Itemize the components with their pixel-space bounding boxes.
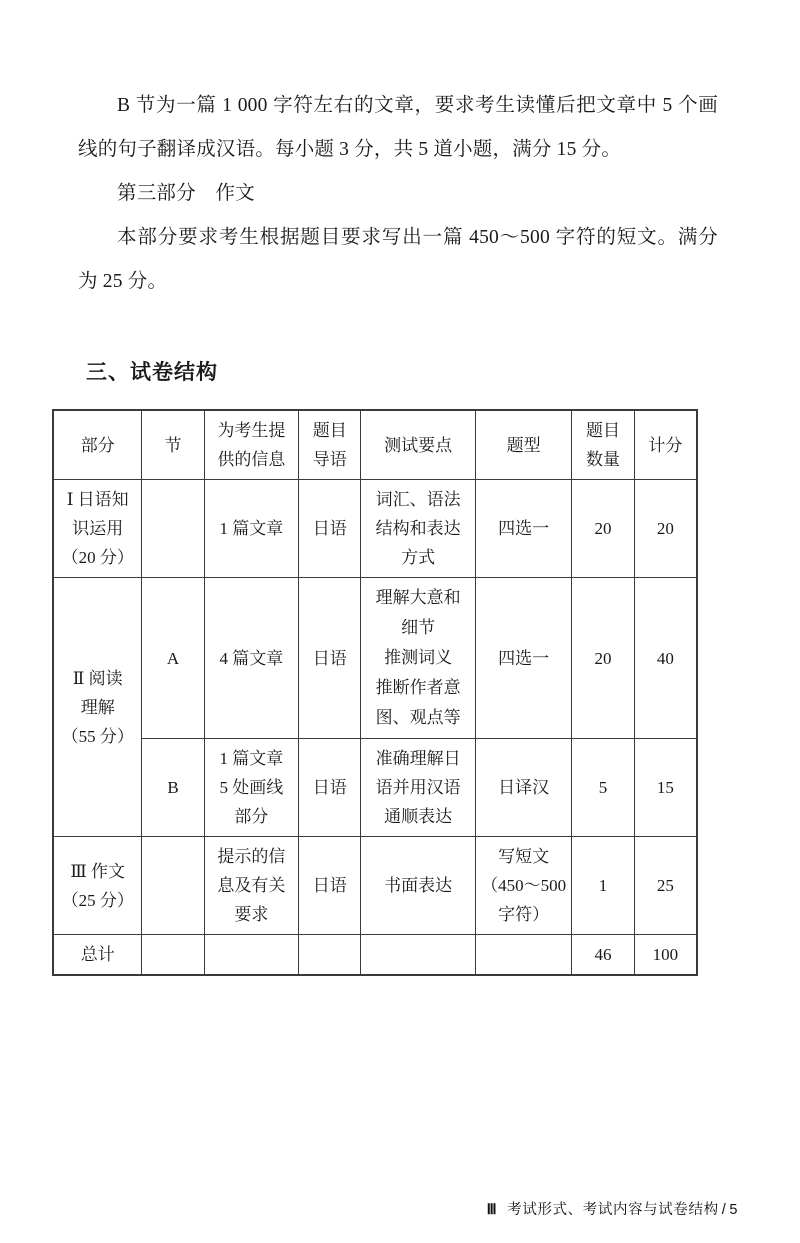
cell-count: 20 xyxy=(572,578,634,739)
header-cell-score: 计分 xyxy=(634,411,696,480)
cell-part: Ⅰ 日语知 识运用 （20 分） xyxy=(54,480,142,578)
cell-score: 25 xyxy=(634,837,696,935)
cell-score: 15 xyxy=(634,739,696,837)
cell-part: Ⅱ 阅读 理解 （55 分） xyxy=(54,578,142,837)
header-cell-part: 部分 xyxy=(54,411,142,480)
header-cell-points: 测试要点 xyxy=(361,411,476,480)
paragraph-translation-section: B 节为一篇 1 000 字符左右的文章，要求考生读懂后把文章中 5 个画线的句子翻译成汉语。每小题 3 分，共 5 道小题，满分 15 分。 xyxy=(78,95,718,160)
cell-type: 写短文 （450～500 字符） xyxy=(475,837,571,935)
footer-separator: / xyxy=(721,1202,727,1218)
cell-lead: 日语 xyxy=(299,578,361,739)
cell-score: 40 xyxy=(634,578,696,739)
header-cell-lead: 题目 导语 xyxy=(299,411,361,480)
footer-page-number: 5 xyxy=(729,1202,738,1218)
cell-info: 提示的信 息及有关 要求 xyxy=(204,837,298,935)
table-row xyxy=(54,578,697,739)
cell-type: 四选一 xyxy=(475,480,571,578)
cell-section xyxy=(142,480,204,578)
cell-section: A xyxy=(142,578,204,739)
cell-part-total: 总计 xyxy=(54,935,142,975)
cell-info: 4 篇文章 xyxy=(204,578,298,739)
cell-lead: 日语 xyxy=(299,739,361,837)
cell-points: 词汇、语法 结构和表达 方式 xyxy=(361,480,476,578)
cell-section xyxy=(142,935,204,975)
table-row xyxy=(54,739,697,837)
cell-section xyxy=(142,837,204,935)
table-row xyxy=(54,837,697,935)
paragraph-part-three-heading: 第三部分 作文 xyxy=(117,183,255,204)
header-cell-count: 题目 数量 xyxy=(572,411,634,480)
table-row xyxy=(54,480,697,578)
cell-points: 书面表达 xyxy=(361,837,476,935)
cell-points: 准确理解日 语并用汉语 通顺表达 xyxy=(361,739,476,837)
page-footer xyxy=(487,1198,738,1219)
footer-chapter-numeral: Ⅲ xyxy=(486,1202,498,1218)
table-row-total xyxy=(54,935,697,975)
cell-count: 1 xyxy=(572,837,634,935)
cell-count: 20 xyxy=(572,480,634,578)
paper-structure-table-wrapper xyxy=(53,410,697,975)
body-text xyxy=(78,84,718,304)
cell-section: B xyxy=(142,739,204,837)
cell-info: 1 篇文章 5 处画线 部分 xyxy=(204,739,298,837)
footer-chapter-title: 考试形式、考试内容与试卷结构 xyxy=(507,1202,719,1218)
cell-info: 1 篇文章 xyxy=(204,480,298,578)
cell-points xyxy=(361,935,476,975)
cell-score: 20 xyxy=(634,480,696,578)
cell-type xyxy=(475,935,571,975)
cell-type: 四选一 xyxy=(475,578,571,739)
cell-points: 理解大意和 细节 推测词义 推断作者意 图、观点等 xyxy=(361,578,476,739)
cell-lead: 日语 xyxy=(299,837,361,935)
cell-info xyxy=(204,935,298,975)
cell-count: 5 xyxy=(572,739,634,837)
cell-type: 日译汉 xyxy=(475,739,571,837)
header-cell-section: 节 xyxy=(142,411,204,480)
cell-lead xyxy=(299,935,361,975)
paragraph-composition-description: 本部分要求考生根据题目要求写出一篇 450～500 字符的短文。满分为 25 分。 xyxy=(78,227,718,292)
cell-part: Ⅲ 作文 （25 分） xyxy=(54,837,142,935)
cell-lead: 日语 xyxy=(299,480,361,578)
header-cell-info: 为考生提 供的信息 xyxy=(204,411,298,480)
paper-structure-table xyxy=(53,410,697,975)
cell-score-total: 100 xyxy=(634,935,696,975)
section-heading-paper-structure: 三、试卷结构 xyxy=(86,360,218,384)
cell-count-total: 46 xyxy=(572,935,634,975)
table-header-row xyxy=(54,411,697,480)
header-cell-type: 题型 xyxy=(475,411,571,480)
